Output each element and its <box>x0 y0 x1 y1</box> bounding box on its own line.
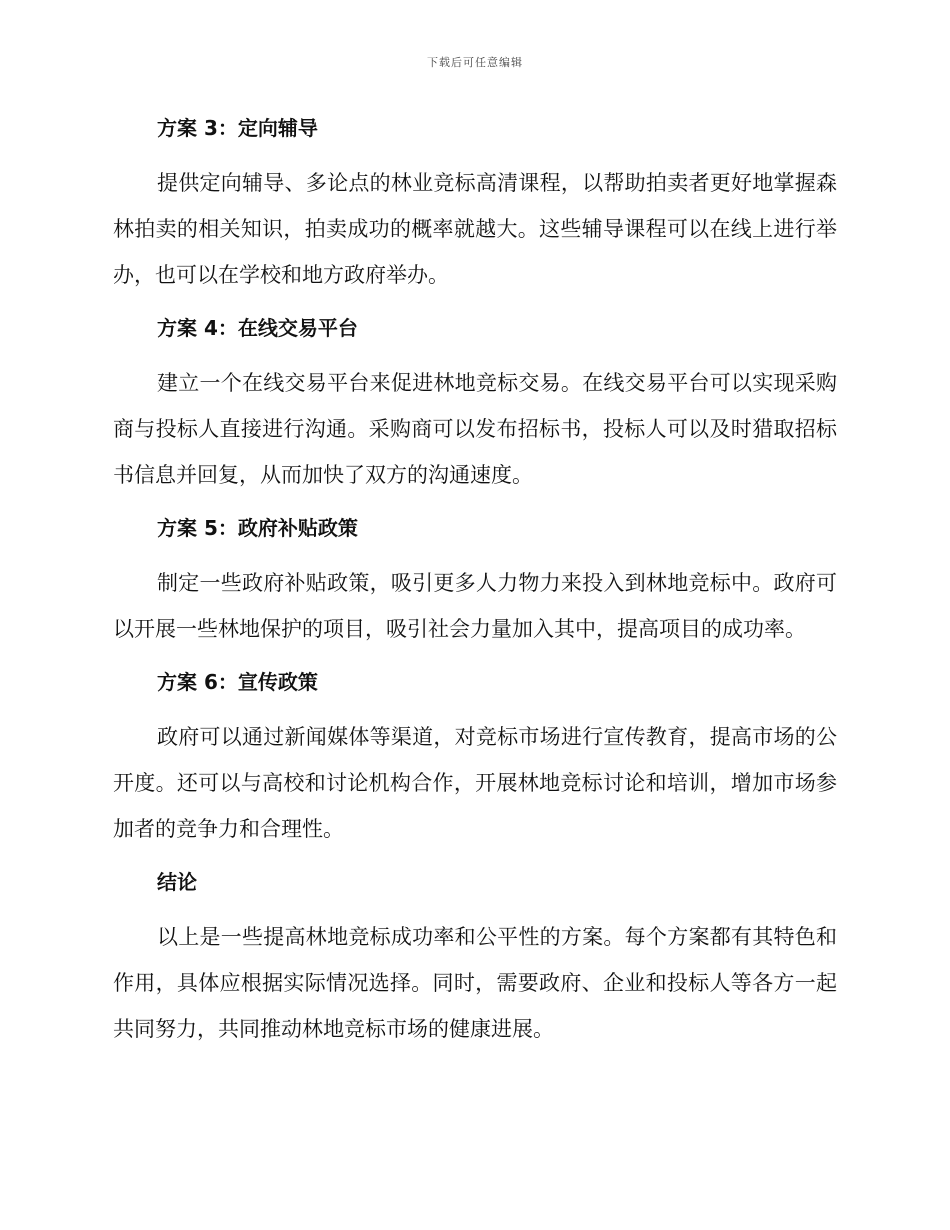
section-heading-plan-6: 方案 6：宣传政策 <box>157 670 318 694</box>
section-body-plan-6: 政府可以通过新闻媒体等渠道，对竞标市场进行宣传教育，提高市场的公开度。还可以与高校和讨论机构合作，开展林地竞标讨论和培训，增加市场参加者的竞争力和合理性。 <box>113 725 837 841</box>
section-heading-plan-5: 方案 5：政府补贴政策 <box>157 516 358 540</box>
section-heading-conclusion: 结论 <box>157 870 197 894</box>
section-heading-plan-3: 方案 3：定向辅导 <box>157 116 318 140</box>
section-body-conclusion: 以上是一些提高林地竞标成功率和公平性的方案。每个方案都有其特色和作用，具体应根据实际情况选择。同时，需要政府、企业和投标人等各方一起共同努力，共同推动林地竞标市场的健康进展。 <box>113 925 837 1041</box>
section-body-plan-5: 制定一些政府补贴政策，吸引更多人力物力来投入到林地竞标中。政府可以开展一些林地保护的项目，吸引社会力量加入其中，提高项目的成功率。 <box>113 571 837 641</box>
section-body-plan-3: 提供定向辅导、多论点的林业竞标高清课程，以帮助拍卖者更好地掌握森林拍卖的相关知识，拍卖成功的概率就越大。这些辅导课程可以在线上进行举办，也可以在学校和地方政府举办。 <box>113 171 837 287</box>
section-heading-plan-4: 方案 4：在线交易平台 <box>157 316 358 340</box>
document-body <box>113 113 837 1067</box>
page-header: 下载后可任意编辑 <box>427 56 523 69</box>
section-body-plan-4: 建立一个在线交易平台来促进林地竞标交易。在线交易平台可以实现采购商与投标人直接进行沟通。采购商可以发布招标书，投标人可以及时猎取招标书信息并回复，从而加快了双方的沟通速度。 <box>113 371 837 487</box>
